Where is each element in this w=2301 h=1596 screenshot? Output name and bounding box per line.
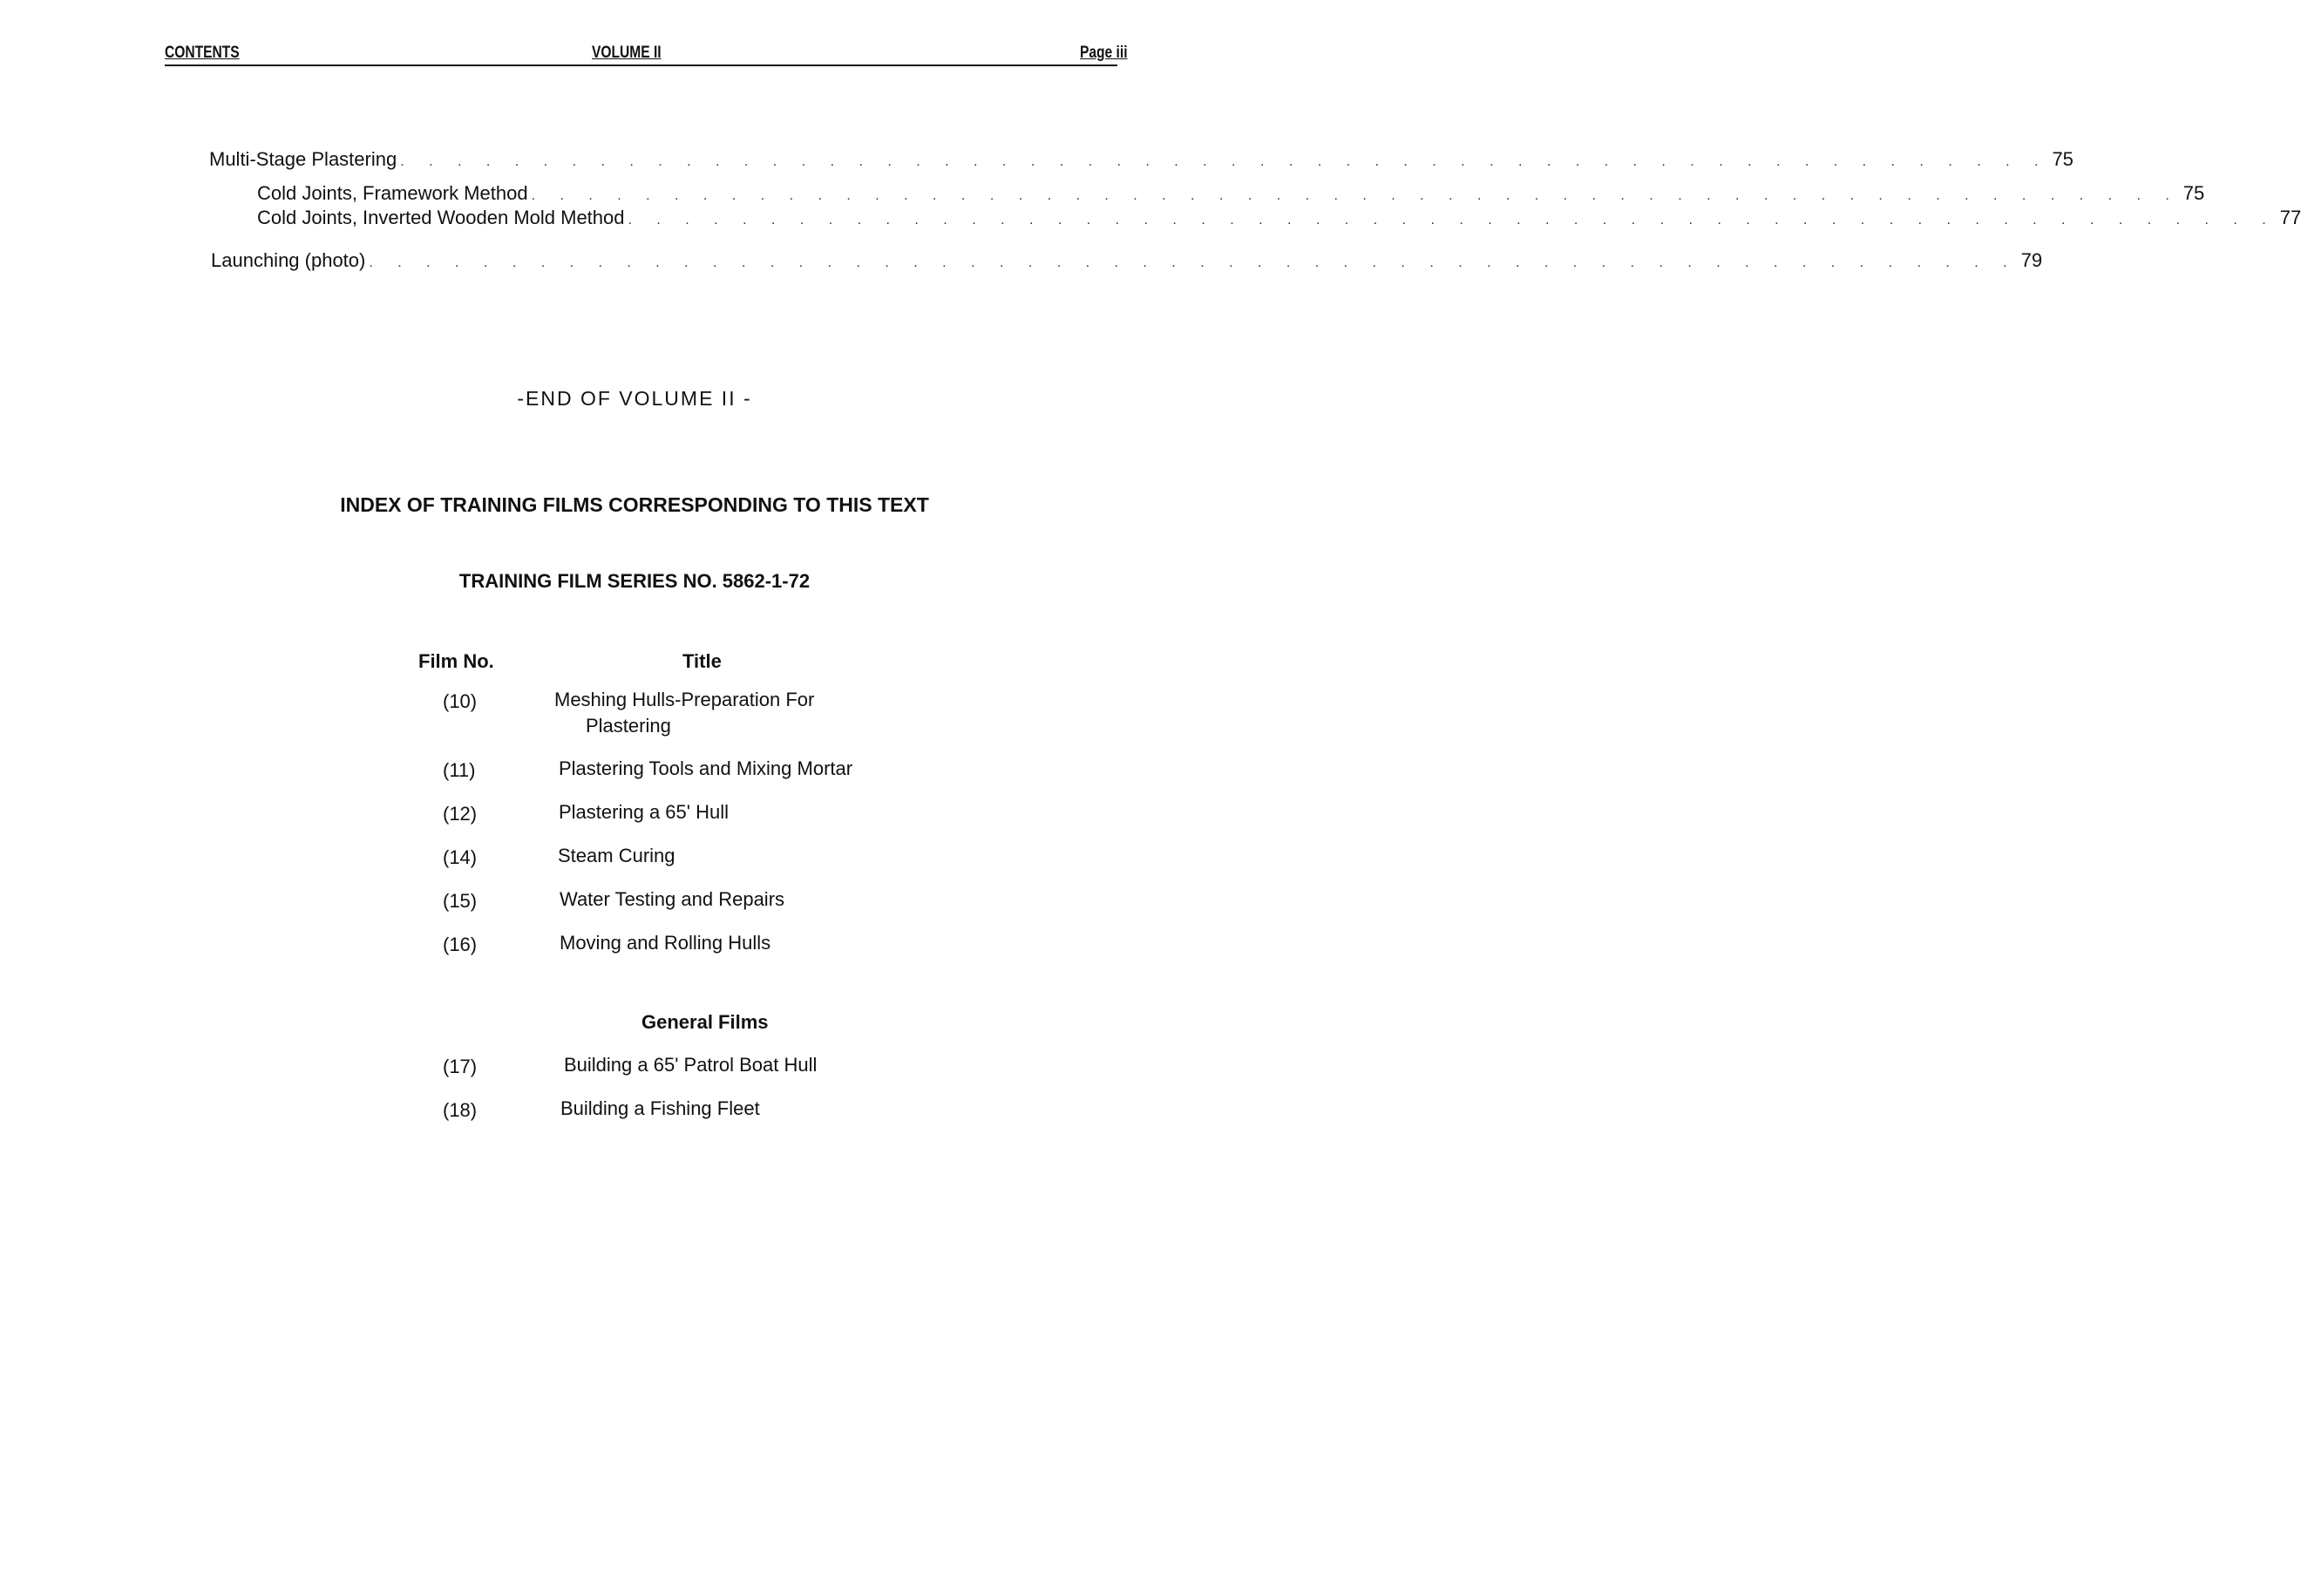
film-title-line: Meshing Hulls-Preparation For xyxy=(554,689,815,710)
film-number: (12) xyxy=(443,803,478,825)
toc-entry xyxy=(257,182,2205,207)
header-page-number: Page iii xyxy=(1080,44,1128,62)
toc-entry-label: Launching (photo) xyxy=(211,249,366,271)
toc-leader-dots: . . . . . . . . . . . . . . . . . . . . . . . . . . . . . . . . . . . . . . . . . . . . . . . . . . . . . . . . . . xyxy=(531,188,2180,203)
toc-entry-page: 75 xyxy=(2182,182,2205,204)
film-title xyxy=(554,687,814,739)
general-films-heading: General Films xyxy=(641,1011,769,1033)
film-title: Building a Fishing Fleet xyxy=(560,1097,760,1119)
film-title: Building a 65' Patrol Boat Hull xyxy=(564,1054,818,1076)
film-title-line: Plastering xyxy=(586,715,671,737)
series-title: TRAINING FILM SERIES NO. 5862-1-72 xyxy=(458,570,811,592)
film-number: (10) xyxy=(443,690,478,712)
film-number: (18) xyxy=(443,1099,478,1121)
page-header xyxy=(165,44,1128,66)
toc-leader-dots: . . . . . . . . . . . . . . . . . . . . . . . . . . . . . . . . . . . . . . . . . . . . . . . . . . . . . . . . . . xyxy=(628,213,2277,228)
toc-leader-dots: . . . . . . . . . . . . . . . . . . . . . . . . . . . . . . . . . . . . . . . . . . . . . . . . . . . . . . . . . . xyxy=(369,255,2018,270)
film-number: (14) xyxy=(443,846,478,868)
film-number: (15) xyxy=(443,890,478,912)
column-header-film-no: Film No. xyxy=(418,650,494,672)
end-of-volume-heading: -END OF VOLUME II - xyxy=(517,387,752,410)
index-title: INDEX OF TRAINING FILMS CORRESPONDING TO THIS TEXT xyxy=(340,493,929,516)
toc-entry-label: Cold Joints, Framework Method xyxy=(257,182,528,204)
film-number: (16) xyxy=(443,934,478,955)
film-title: Plastering Tools and Mixing Mortar xyxy=(559,757,853,779)
film-number: (17) xyxy=(443,1056,478,1077)
film-number: (11) xyxy=(443,759,476,781)
film-title: Plastering a 65' Hull xyxy=(559,801,729,823)
toc-entry-page: 75 xyxy=(2052,148,2074,170)
toc-entry xyxy=(211,249,2043,274)
toc-entry-page: 79 xyxy=(2020,249,2043,271)
film-title: Moving and Rolling Hulls xyxy=(560,932,771,954)
toc-entry-label: Multi-Stage Plastering xyxy=(209,148,397,170)
toc-entry-label: Cold Joints, Inverted Wooden Mold Method xyxy=(257,207,625,228)
header-volume: VOLUME II xyxy=(592,44,662,62)
film-title: Steam Curing xyxy=(558,845,675,866)
toc-entry xyxy=(257,207,2301,231)
header-contents: CONTENTS xyxy=(165,44,240,62)
toc-entry xyxy=(209,148,2074,173)
film-title: Water Testing and Repairs xyxy=(560,888,785,910)
column-header-title: Title xyxy=(682,650,722,672)
toc-entry-page: 77 xyxy=(2279,207,2301,228)
toc-leader-dots: . . . . . . . . . . . . . . . . . . . . . . . . . . . . . . . . . . . . . . . . . . . . . . . . . . . . . . . . . . xyxy=(400,154,2049,169)
